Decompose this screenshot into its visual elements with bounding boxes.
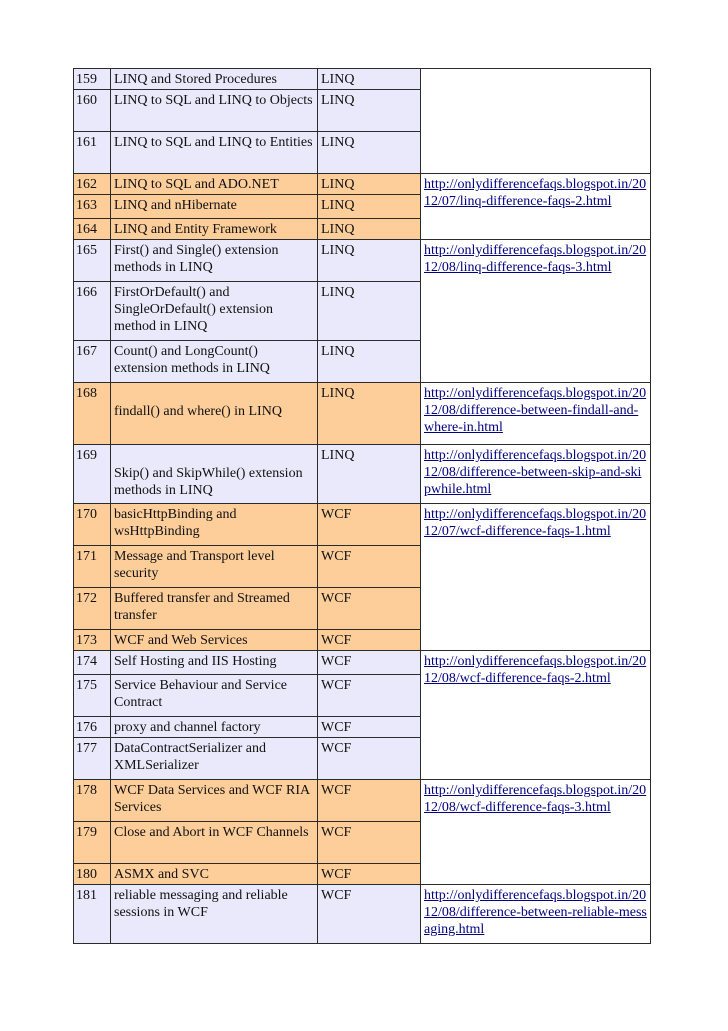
row-topic: First() and Single() extension methods in LINQ bbox=[111, 240, 318, 282]
row-topic: basicHttpBinding and wsHttpBinding bbox=[111, 504, 318, 546]
row-number: 169 bbox=[74, 445, 111, 504]
row-topic: reliable messaging and reliable sessions in WCF bbox=[111, 885, 318, 944]
reference-link-cell bbox=[421, 780, 651, 885]
row-topic: Close and Abort in WCF Channels bbox=[111, 822, 318, 864]
row-topic: Buffered transfer and Streamed transfer bbox=[111, 588, 318, 630]
row-topic: LINQ and Stored Procedures bbox=[111, 69, 318, 90]
row-topic: findall() and where() in LINQ bbox=[111, 383, 318, 445]
row-category: LINQ bbox=[318, 383, 421, 445]
row-number: 177 bbox=[74, 738, 111, 780]
table-row bbox=[74, 69, 651, 90]
reference-link[interactable]: http://onlydifferencefaqs.blogspot.in/2012/08/wcf-difference-faqs-2.html bbox=[424, 654, 647, 686]
row-number: 160 bbox=[74, 90, 111, 132]
row-number: 168 bbox=[74, 383, 111, 445]
row-category: LINQ bbox=[318, 195, 421, 219]
row-number: 170 bbox=[74, 504, 111, 546]
reference-link[interactable]: http://onlydifferencefaqs.blogspot.in/2012/08/difference-between-findall-and-where-in.html bbox=[424, 386, 647, 435]
row-number: 167 bbox=[74, 341, 111, 383]
row-category: LINQ bbox=[318, 219, 421, 240]
row-topic: FirstOrDefault() and SingleOrDefault() extension method in LINQ bbox=[111, 282, 318, 341]
row-category: LINQ bbox=[318, 445, 421, 504]
reference-link-cell bbox=[421, 383, 651, 445]
row-category: WCF bbox=[318, 651, 421, 675]
row-topic: WCF and Web Services bbox=[111, 630, 318, 651]
faq-table-page bbox=[73, 68, 650, 944]
table-row bbox=[74, 174, 651, 195]
row-category: LINQ bbox=[318, 90, 421, 132]
reference-link[interactable]: http://onlydifferencefaqs.blogspot.in/2012/08/difference-between-reliable-messaging.html bbox=[424, 888, 647, 937]
row-number: 178 bbox=[74, 780, 111, 822]
row-category: LINQ bbox=[318, 174, 421, 195]
table-row bbox=[74, 445, 651, 504]
row-category: WCF bbox=[318, 630, 421, 651]
row-category: LINQ bbox=[318, 132, 421, 174]
table-row bbox=[74, 885, 651, 944]
table-row bbox=[74, 383, 651, 445]
row-category: WCF bbox=[318, 717, 421, 738]
row-number: 171 bbox=[74, 546, 111, 588]
reference-link-cell bbox=[421, 504, 651, 651]
row-category: WCF bbox=[318, 885, 421, 944]
row-number: 163 bbox=[74, 195, 111, 219]
row-category: WCF bbox=[318, 588, 421, 630]
row-topic: proxy and channel factory bbox=[111, 717, 318, 738]
row-category: WCF bbox=[318, 864, 421, 885]
row-topic: LINQ to SQL and LINQ to Entities bbox=[111, 132, 318, 174]
row-topic: LINQ and nHibernate bbox=[111, 195, 318, 219]
row-category: WCF bbox=[318, 546, 421, 588]
row-category: LINQ bbox=[318, 282, 421, 341]
row-category: WCF bbox=[318, 780, 421, 822]
reference-link[interactable]: http://onlydifferencefaqs.blogspot.in/2012/08/linq-difference-faqs-3.html bbox=[424, 243, 647, 275]
row-number: 174 bbox=[74, 651, 111, 675]
reference-link-cell bbox=[421, 174, 651, 240]
row-number: 162 bbox=[74, 174, 111, 195]
reference-link[interactable]: http://onlydifferencefaqs.blogspot.in/2012/08/wcf-difference-faqs-3.html bbox=[424, 783, 647, 815]
row-number: 180 bbox=[74, 864, 111, 885]
table-row bbox=[74, 780, 651, 822]
row-number: 175 bbox=[74, 675, 111, 717]
table-row bbox=[74, 504, 651, 546]
row-topic: LINQ and Entity Framework bbox=[111, 219, 318, 240]
row-topic: LINQ to SQL and LINQ to Objects bbox=[111, 90, 318, 132]
row-category: WCF bbox=[318, 738, 421, 780]
row-category: LINQ bbox=[318, 240, 421, 282]
row-topic: Service Behaviour and Service Contract bbox=[111, 675, 318, 717]
row-number: 179 bbox=[74, 822, 111, 864]
faq-table-body bbox=[74, 69, 651, 944]
reference-link-cell bbox=[421, 885, 651, 944]
table-row bbox=[74, 240, 651, 282]
reference-link[interactable]: http://onlydifferencefaqs.blogspot.in/2012/08/difference-between-skip-and-skipwhile.html bbox=[424, 448, 647, 497]
reference-link-cell bbox=[421, 651, 651, 780]
reference-link[interactable]: http://onlydifferencefaqs.blogspot.in/2012/07/wcf-difference-faqs-1.html bbox=[424, 507, 647, 539]
row-number: 165 bbox=[74, 240, 111, 282]
row-category: LINQ bbox=[318, 341, 421, 383]
row-number: 166 bbox=[74, 282, 111, 341]
difference-faq-table bbox=[73, 68, 651, 944]
row-topic: Count() and LongCount() extension methods in LINQ bbox=[111, 341, 318, 383]
row-number: 181 bbox=[74, 885, 111, 944]
reference-link-cell bbox=[421, 445, 651, 504]
row-topic: WCF Data Services and WCF RIA Services bbox=[111, 780, 318, 822]
row-number: 176 bbox=[74, 717, 111, 738]
row-category: WCF bbox=[318, 504, 421, 546]
row-topic: LINQ to SQL and ADO.NET bbox=[111, 174, 318, 195]
row-topic: ASMX and SVC bbox=[111, 864, 318, 885]
row-category: LINQ bbox=[318, 69, 421, 90]
reference-link[interactable]: http://onlydifferencefaqs.blogspot.in/2012/07/linq-difference-faqs-2.html bbox=[424, 177, 647, 209]
reference-link-cell bbox=[421, 69, 651, 174]
row-topic: Message and Transport level security bbox=[111, 546, 318, 588]
row-number: 164 bbox=[74, 219, 111, 240]
reference-link-cell bbox=[421, 240, 651, 383]
row-topic: DataContractSerializer and XMLSerializer bbox=[111, 738, 318, 780]
row-category: WCF bbox=[318, 675, 421, 717]
row-number: 172 bbox=[74, 588, 111, 630]
row-topic: Skip() and SkipWhile() extension methods in LINQ bbox=[111, 445, 318, 504]
row-number: 161 bbox=[74, 132, 111, 174]
table-row bbox=[74, 651, 651, 675]
row-number: 173 bbox=[74, 630, 111, 651]
row-topic: Self Hosting and IIS Hosting bbox=[111, 651, 318, 675]
row-number: 159 bbox=[74, 69, 111, 90]
row-category: WCF bbox=[318, 822, 421, 864]
